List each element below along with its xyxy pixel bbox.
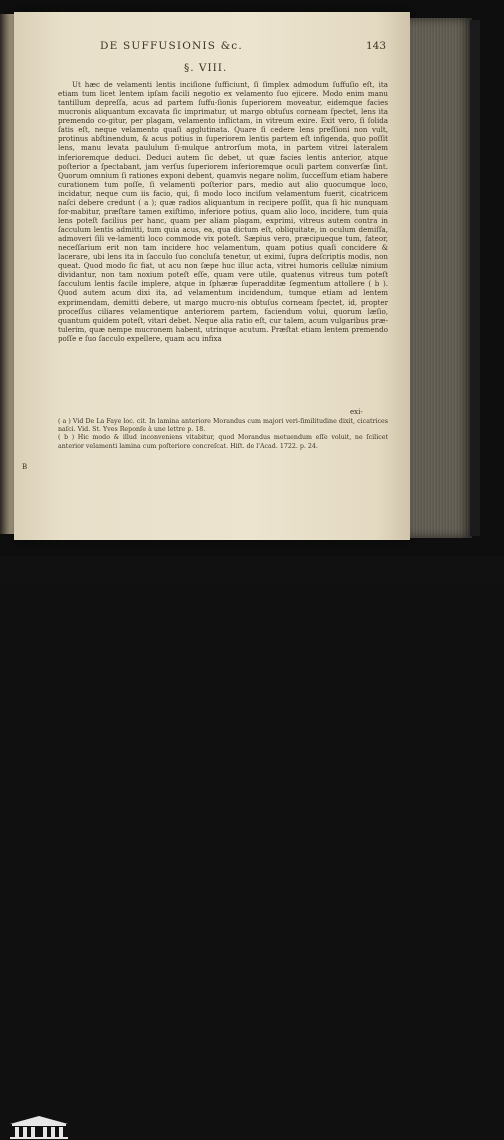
running-header [100, 40, 400, 56]
running-title: DE SUFFUSIONIS &c. [100, 40, 243, 52]
viewer-footer [0, 556, 504, 586]
page-number: 143 [365, 40, 386, 52]
signature-mark: B [22, 463, 28, 471]
fore-edge-of-pages [410, 18, 472, 538]
book-spread [0, 0, 504, 556]
footnote-a: ( a ) Vid De La Faye loc. cit. In lamina anteriore Morandus cum majori veri-ſimilitudine dixit, cicatrices naſci. Vid. St. Yves Reponſe à une lettre p. 18. [58, 418, 388, 434]
book-cover-edge [470, 20, 480, 536]
library-building-icon [8, 1114, 70, 1140]
catchword: exi- [350, 408, 363, 416]
section-heading: §. VIII. [184, 62, 228, 74]
footnotes [58, 418, 388, 480]
body-text [58, 80, 388, 406]
body-paragraph: Ut hæc de velamenti lentis inciſione ſufficiunt, ſi ſimplex admodum ſuffuſio eſt, ita etiam tum licet lentem ipſam facili negotio ex velamento ſuo ejicere. Modo enim manu tantillum depreſſa, acus ad partem ſuffu-ſionis ſuperiorem moveatur, eidemque facies mucronis aliquantum excavata ſic imprimatur, ut margo obtuſus corneam ſpectet, lens ita premendo co-gitur, per plagam, velamento inflictam, in vitreum exire. Exit vero, ſi ſolida ſatis eſt, neque velamento quaſi agglutinata. Quare ſi cedere lens preſſioni non vult, protinus abſtinendum, & acus potius in ſuperiorem lentis partem eſt infigenda, quo poſſit lens, manu levata paululum ſi-mulque antrorſum mota, in partem vitrei lateralem inferioremque deduci. Deduci autem ſic debet, ut quæ facies lentis anterior, atque poſterior a ſpectabant, jam verſus ſuperiorem inferioremque oculi partem converſæ ſint. Quorum omnium ſi rationes exponi debent, quamvis negare nolim, ſucceſſum etiam habere curationem tum poſſe, ſi velamenti poſterior pars, medio aut alio quocumque loco, incidatur, neque cum iis facio, qui, ſi modo loco inciſum velamentum fuerit, cicatricem naſci debere credunt ( a ); quæ radios aliquantum in recipere poſſit, qua ſi hic nunquam for-mabitur, præſtare tamen exiſtimo, inferiore potius, quam alio loco, incidere, tum quia lens poteſt facilius per hanc, quam per aliam plagam, exprimi, vitreus autem contra in ſacculum lentis admitti, tum quia acus, ea, qua dictum eſt, obliquitate, in oculum demiſſa, admoveri ſili ve-lamenti loco commode vix poteſt. Sæpius vero, præcipueque tum, fateor, neceſſarium erit non tam incidere hoc velamentum, quam potius quaſi concidere & lacerare, ubi lens ita in ſacculo ſuo concluſa tenetur, ut eximi, ſupra deſcriptis modis, non queat. Quod modo ſic fiat, ut acu non ſæpe huc illuc acta, vitrei humoris cellulæ nimium dividantur, non tam noxium poteſt eſſe, quam vere utile, quatenus vitreus tum poteſt ſacculum lentis facile implere, atque in ſphæræ ſuperadditæ ſegmentum attollere ( b ). Quod autem acum dixi ita, ad velamentum incidendum, tumque etiam ad lentem exprimendam, demitti debere, ut margo mucro-nis obtuſus corneam ſpectet, id, propter proceſſus ciliares velamentique anteriorem partem, faciendum volui, quorum læſio, quantum quidem poteſt, vitari debet. Neque alia ratio eſt, cur talem, acum vulgaribus præ-tulerim, quæ nempe mucronem habent, utrinque acutum. Præſtat etiam lentem premendo poſſe e ſuo ſacculo expellere, quam acu infixa [58, 80, 388, 343]
footnote-b: ( b ) Hic modo & illud inconveniens vitabitur, quod Morandus metuendum eſſe voluit, ne ſcilicet anterior velamenti lamina cum poſteriore concreſcat. Hiſt. de l'Acad. 1722. p. 24. [58, 434, 388, 450]
left-page-edge [0, 14, 14, 534]
